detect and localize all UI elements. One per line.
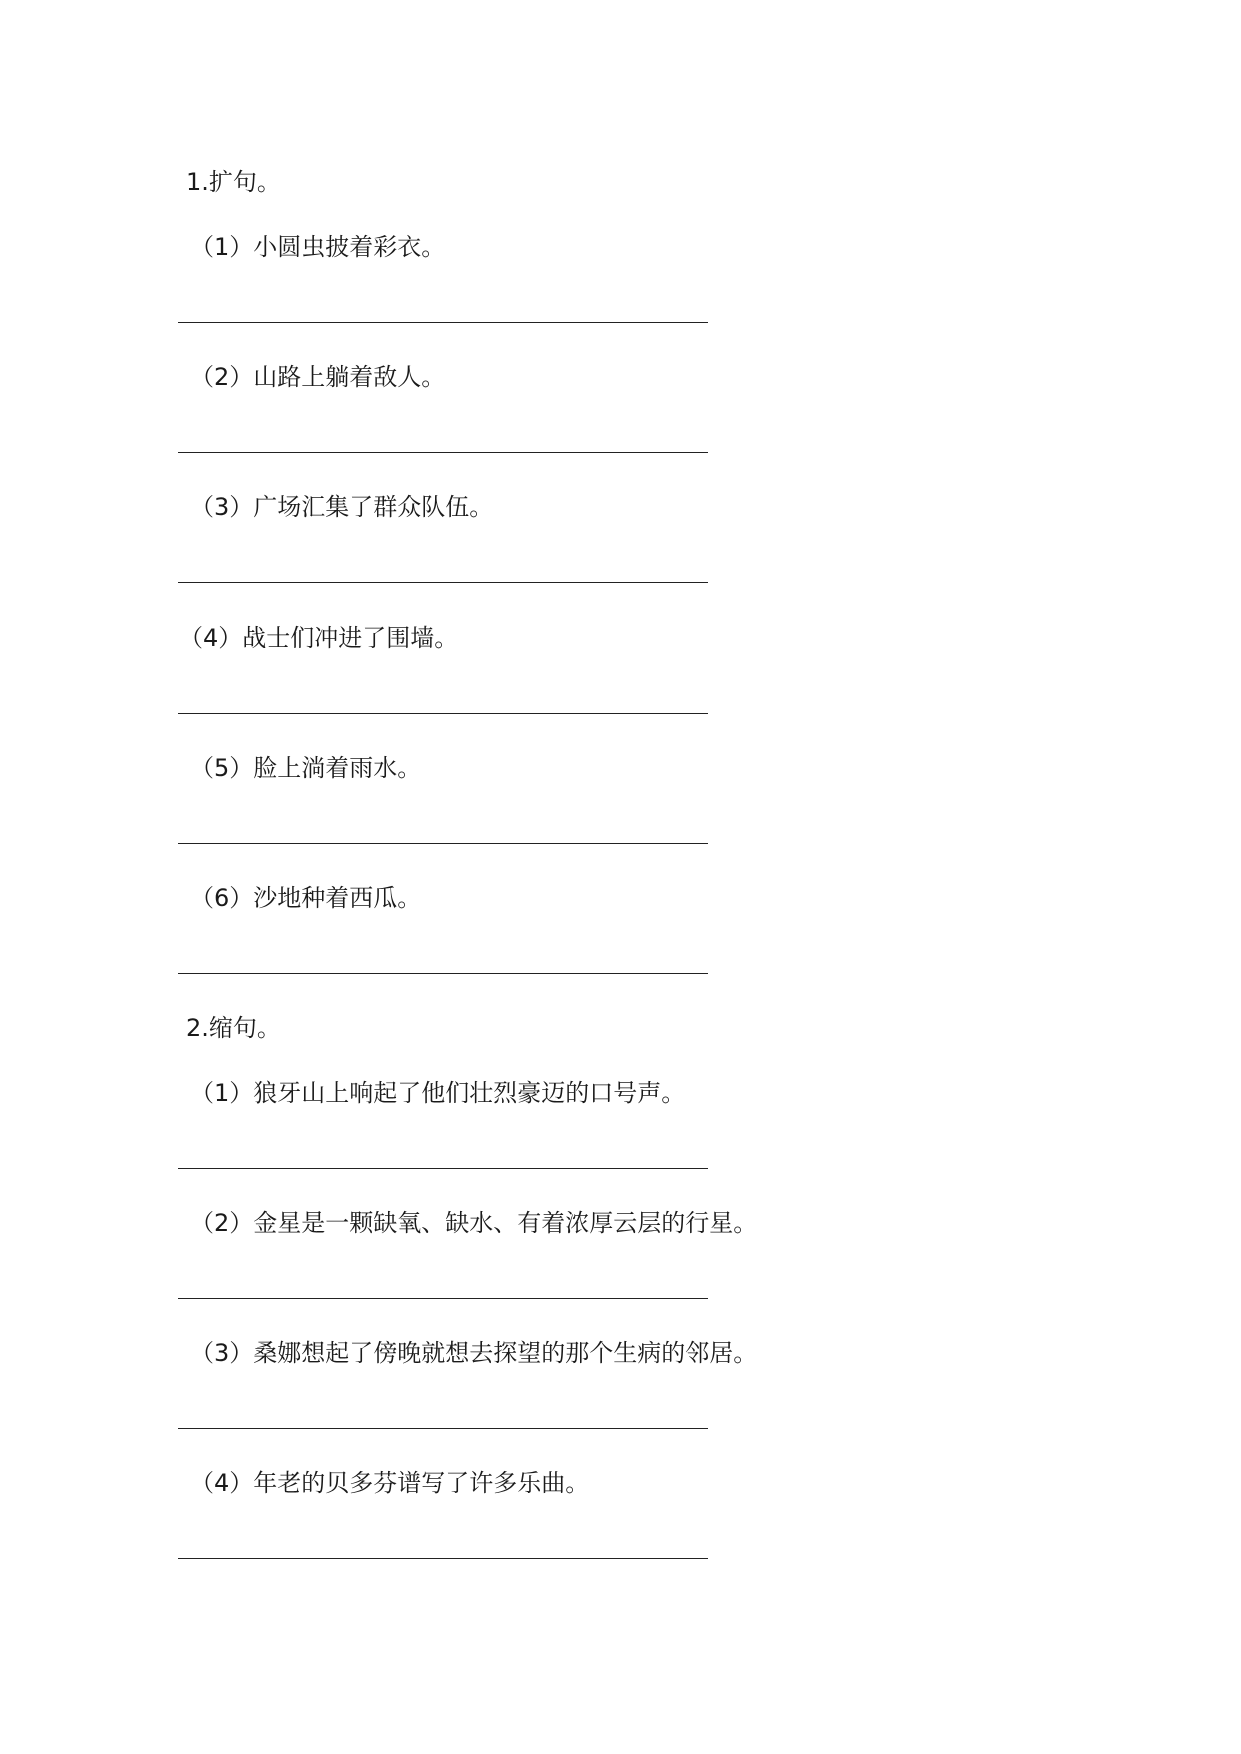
- section2-item-4: （4）年老的贝多芬谱写了许多乐曲。: [190, 1469, 590, 1497]
- answer-line-2-3[interactable]: [178, 1428, 708, 1429]
- section1-item-2: （2）山路上躺着敌人。: [190, 363, 446, 391]
- answer-line-1-3[interactable]: [178, 582, 708, 583]
- section2-item-2: （2）金星是一颗缺氧、缺水、有着浓厚云层的行星。: [190, 1209, 758, 1237]
- answer-line-1-6[interactable]: [178, 973, 708, 974]
- answer-line-2-4[interactable]: [178, 1558, 708, 1559]
- section1-item-4: （4）战士们冲进了围墙。: [179, 624, 459, 652]
- answer-line-1-1[interactable]: [178, 322, 708, 323]
- section2-heading: 2.缩句。: [186, 1014, 281, 1042]
- answer-line-2-1[interactable]: [178, 1168, 708, 1169]
- section1-item-1: （1）小圆虫披着彩衣。: [190, 233, 446, 261]
- answer-line-1-2[interactable]: [178, 452, 708, 453]
- section1-item-6: （6）沙地种着西瓜。: [190, 884, 422, 912]
- answer-line-2-2[interactable]: [178, 1298, 708, 1299]
- section1-item-3: （3）广场汇集了群众队伍。: [190, 493, 494, 521]
- answer-line-1-4[interactable]: [178, 713, 708, 714]
- answer-line-1-5[interactable]: [178, 843, 708, 844]
- section2-item-3: （3）桑娜想起了傍晚就想去探望的那个生病的邻居。: [190, 1339, 758, 1367]
- section2-item-1: （1）狼牙山上响起了他们壮烈豪迈的口号声。: [190, 1079, 686, 1107]
- section1-heading: 1.扩句。: [186, 168, 281, 196]
- section1-item-5: （5）脸上淌着雨水。: [190, 754, 422, 782]
